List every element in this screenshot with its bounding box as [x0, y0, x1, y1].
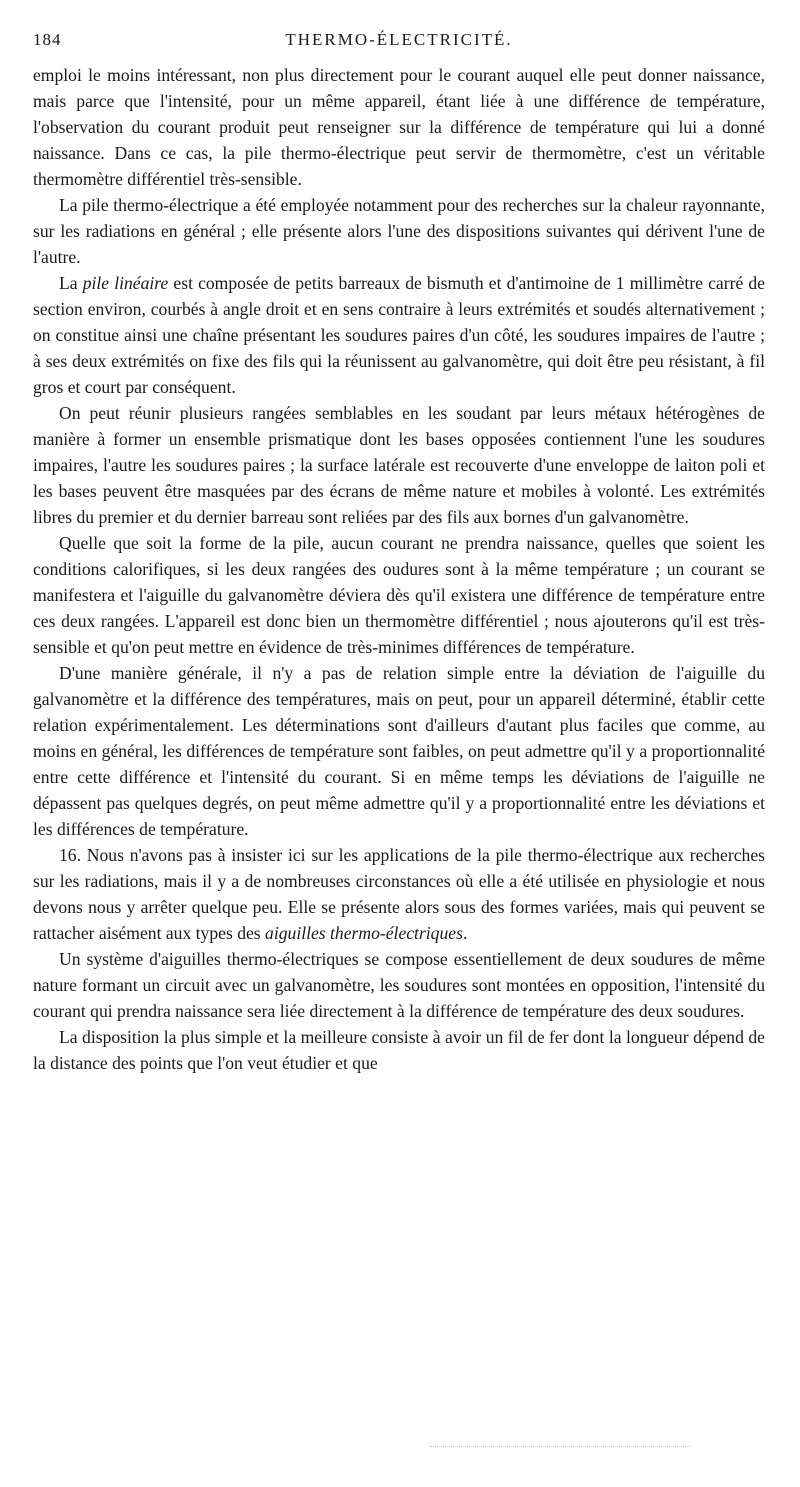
term-pile-lineaire: pile linéaire — [82, 273, 169, 293]
paragraph-3-rest: est composée de petits barreaux de bismuth et d'antimoine de 1 millimètre carré de section environ, courbés à angle droit et en sens contraire à leurs extrémités et soudés alternativement ; on constitue ainsi une chaîne présentant les soudures paires d'un côté, les soudures impaires de l'autre ; à ses deux extrémités on fixe des fils qui la réunissent au galvanomètre, qui doit être peu résistant, à fil gros et court par conséquent. — [33, 273, 765, 397]
paragraph-7-start: 16. Nous n'avons pas à insister ici sur les applications de la pile thermo-électrique aux recherches sur les radiations, mais il y a de nombreuses circonstances où elle a été utilisée en physiologie et nous devons nous y arrêter quelque peu. Elle se présente alors sous des formes variées, mais qui peuvent se rattacher aisément aux types des — [33, 845, 765, 943]
paragraph-1: emploi le moins intéressant, non plus directement pour le courant auquel elle peut donner naissance, mais parce que l'intensité, pour un même appareil, étant liée à une différence de température, l'observation du courant produit peut renseigner sur la différence de température qui lui a donné naissance. Dans ce cas, la pile thermo-électrique peut servir de thermomètre, c'est un véritable thermomètre différentiel très-sensible. — [33, 65, 765, 189]
paragraph-3 — [33, 270, 765, 400]
running-title: THERMO-ÉLECTRICITÉ. — [285, 30, 513, 49]
term-aiguilles-thermo-electriques: aiguilles thermo-électriques — [265, 923, 463, 943]
paragraph-7-section-16 — [33, 842, 765, 946]
paragraph-7-end: . — [462, 923, 468, 943]
paragraph-8: Un système d'aiguilles thermo-électriques se compose essentiellement de deux soudures de même nature formant un circuit avec un galvanomètre, les soudures sont montées en opposition, l'intensité du courant qui prendra naissance sera liée directement à la différence de température des deux soudures. — [33, 949, 765, 1021]
footer-dotted-rule — [430, 1446, 690, 1449]
body-text — [33, 62, 765, 1076]
paragraph-2: La pile thermo-électrique a été employée notamment pour des recherches sur la chaleur rayonnante, sur les radiations en général ; elle présente alors l'une des dispositions suivantes qui dérivent l'une de l'autre. — [33, 195, 765, 267]
paragraph-4: On peut réunir plusieurs rangées semblables en les soudant par leurs métaux hétérogènes de manière à former un ensemble prismatique dont les bases opposées contiennent l'une les soudures impaires, l'autre les soudures paires ; la surface latérale est recouverte d'une enveloppe de laiton poli et les bases peuvent être masquées par des écrans de même nature et mobiles à volonté. Les extrémités libres du premier et du dernier barreau sont reliées par des fils aux bornes d'un galvanomètre. — [33, 403, 765, 527]
paragraph-9: La disposition la plus simple et la meilleure consiste à avoir un fil de fer dont la longueur dépend de la distance des points que l'on veut étudier et que — [33, 1027, 765, 1073]
document-page — [33, 30, 765, 1076]
paragraph-5: Quelle que soit la forme de la pile, aucun courant ne prendra naissance, quelles que soient les conditions calorifiques, si les deux rangées des oudures sont à la même température ; un courant se manifestera et l'aiguille du galvanomètre déviera dès qu'il existera une différence de température entre ces deux rangées. L'appareil est donc bien un thermomètre différentiel ; nous ajouterons qu'il est très-sensible et qu'on peut mettre en évidence de très-minimes différences de température. — [33, 533, 765, 657]
paragraph-3-start: La — [59, 273, 83, 293]
page-number: 184 — [33, 30, 62, 49]
page-header — [33, 30, 765, 54]
paragraph-6: D'une manière générale, il n'y a pas de relation simple entre la déviation de l'aiguille du galvanomètre et la différence des températures, mais on peut, pour un appareil déterminé, établir cette relation expérimentalement. Les déterminations sont d'ailleurs d'autant plus faciles que comme, au moins en général, les différences de température sont faibles, on peut admettre qu'il y a proportionnalité entre cette différence et l'intensité du courant. Si en même temps les déviations de l'aiguille ne dépassent pas quelques degrés, on peut même admettre qu'il y a proportionnalité entre les déviations et les différences de température. — [33, 663, 765, 839]
